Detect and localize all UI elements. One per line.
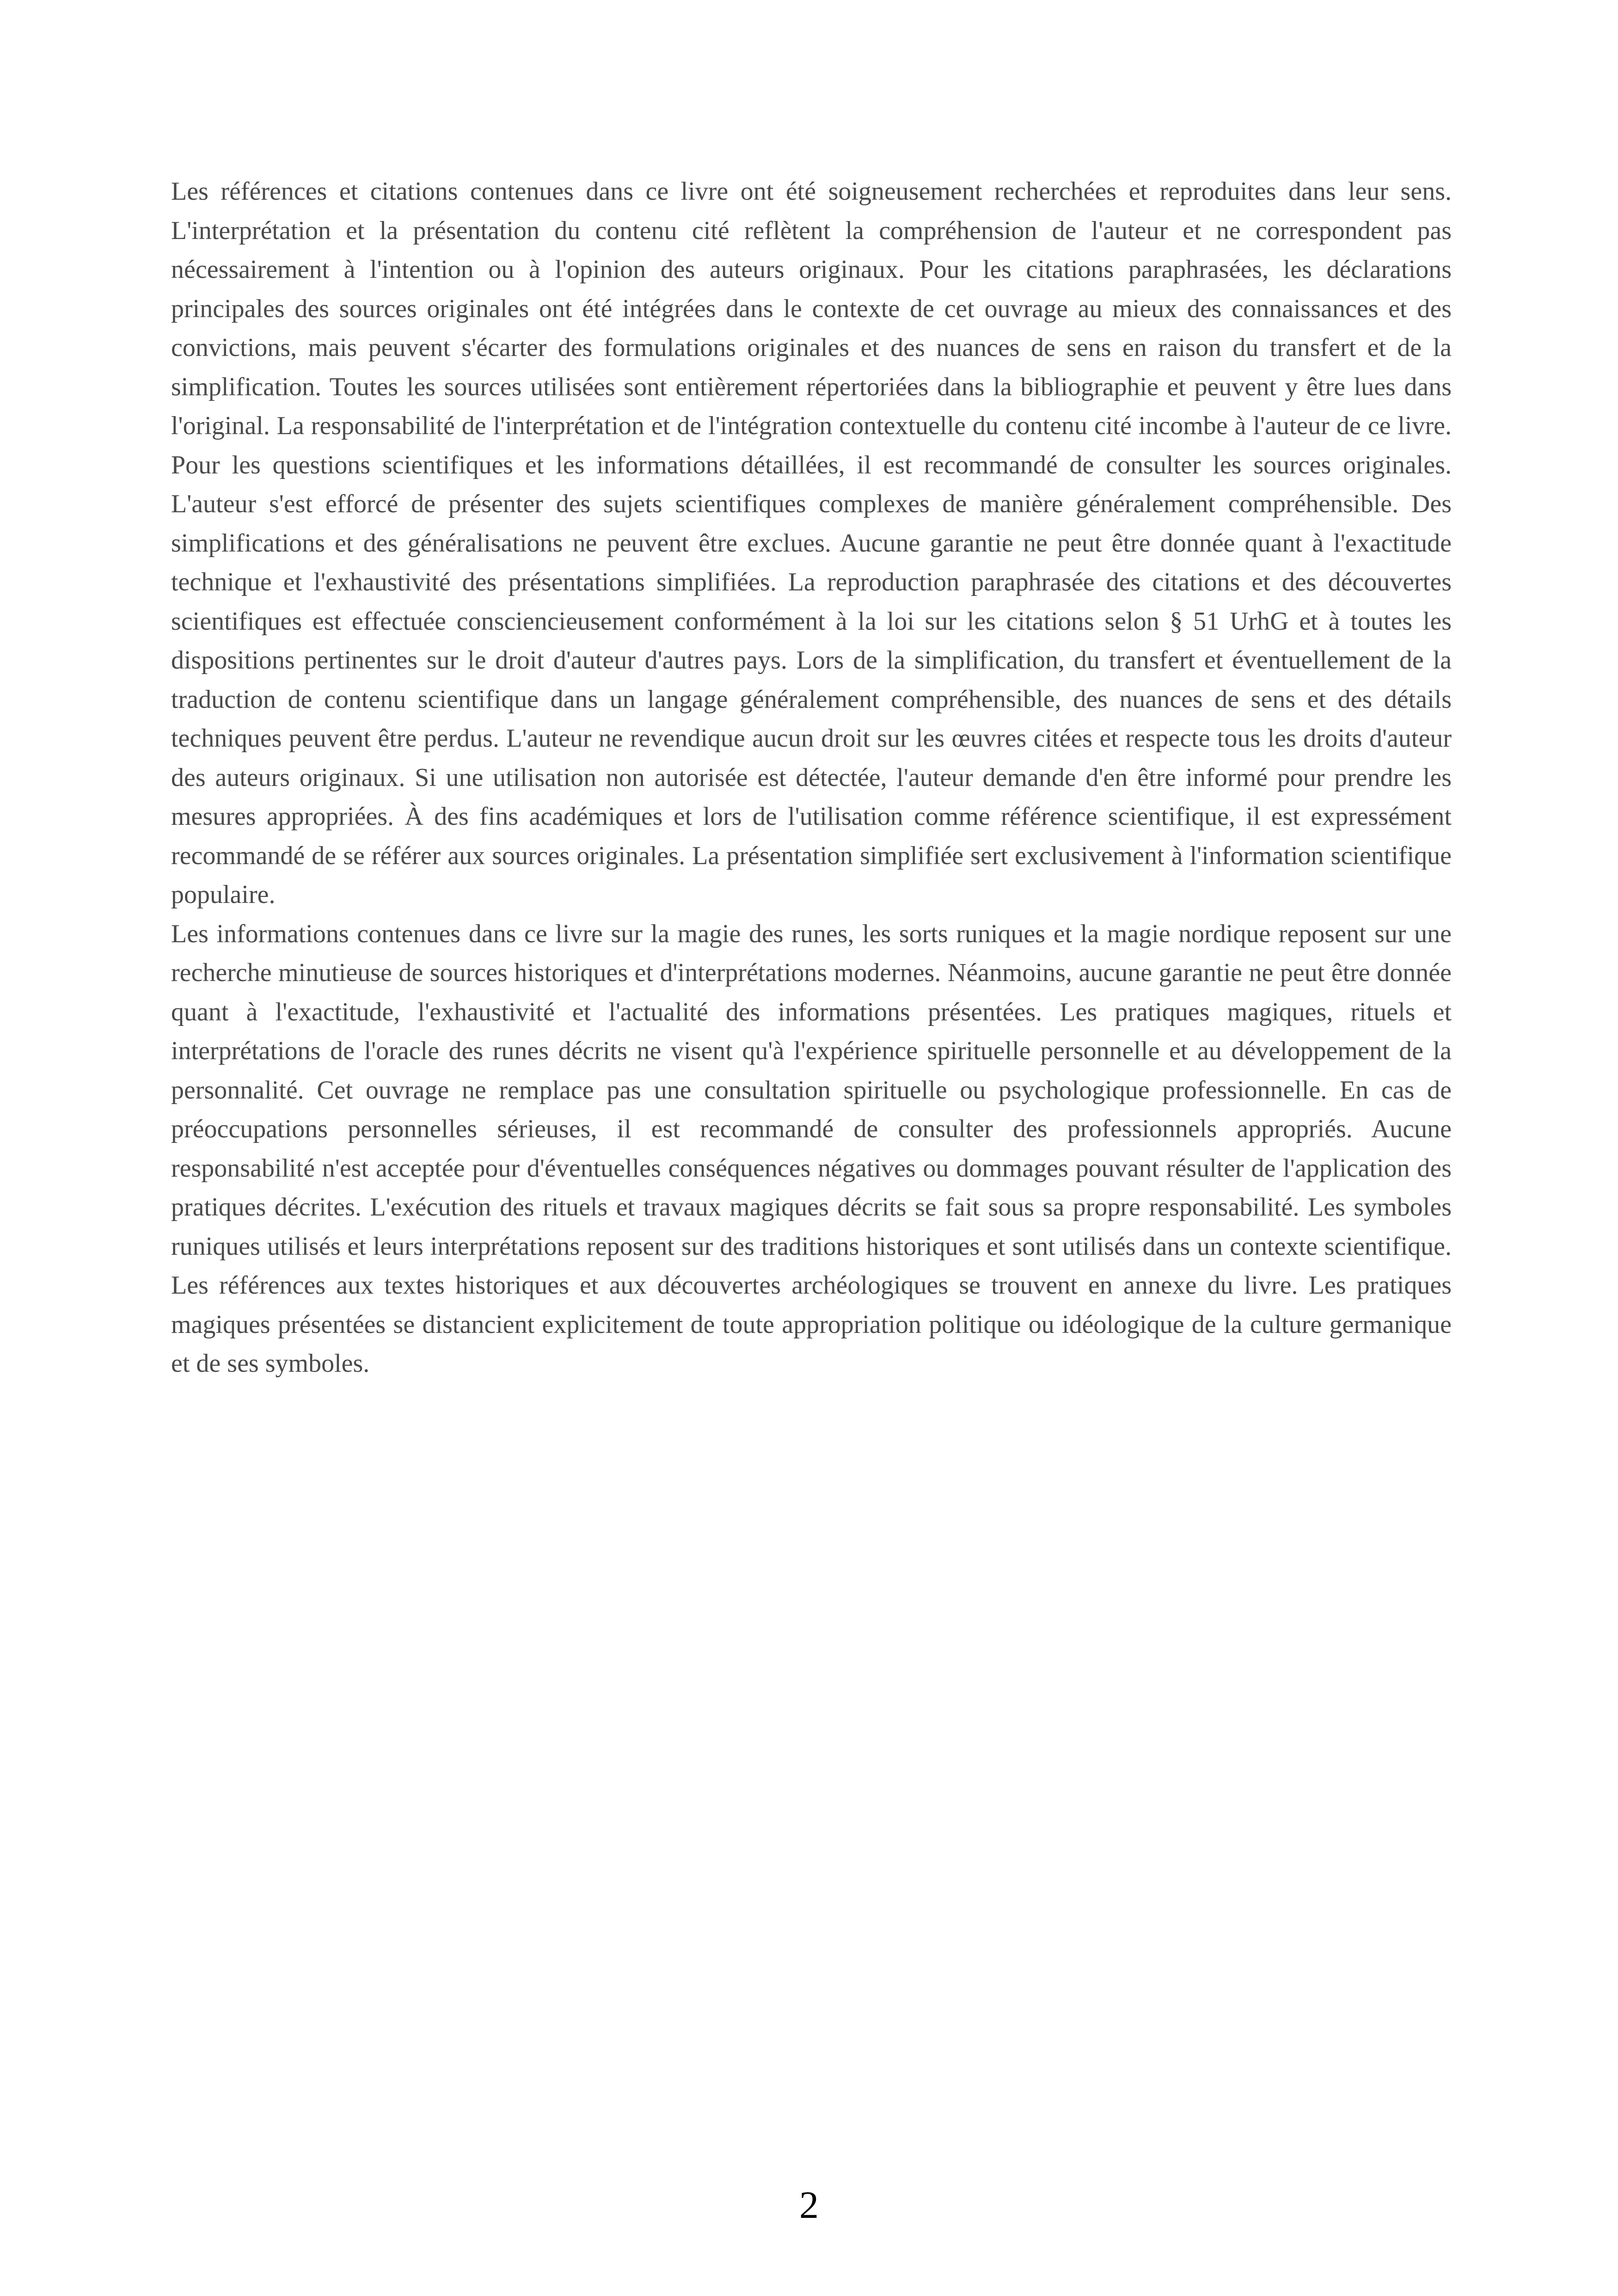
body-text — [171, 172, 1452, 1383]
disclaimer-paragraph-sources: Les références et citations contenues dans ce livre ont été soigneusement recherchées et reproduites dans leur sens. L'interprétation et la présentation du contenu cité reflètent la compréhension de l'auteur et ne correspondent pas nécessairement à l'intention ou à l'opinion des auteurs originaux. Pour les citations paraphrasées, les déclarations principales des sources originales ont été intégrées dans le contexte de cet ouvrage au mieux des connaissances et des convictions, mais peuvent s'écarter des formulations originales et des nuances de sens en raison du transfert et de la simplification. Toutes les sources utilisées sont entièrement répertoriées dans la bibliographie et peuvent y être lues dans l'original. La responsabilité de l'interprétation et de l'intégration contextuelle du contenu cité incombe à l'auteur de ce livre. Pour les questions scientifiques et les informations détaillées, il est recommandé de consulter les sources originales. L'auteur s'est efforcé de présenter des sujets scientifiques complexes de manière généralement compréhensible. Des simplifications et des généralisations ne peuvent être exclues. Aucune garantie ne peut être donnée quant à l'exactitude technique et l'exhaustivité des présentations simplifiées. La reproduction paraphrasée des citations et des découvertes scientifiques est effectuée consciencieusement conformément à la loi sur les citations selon § 51 UrhG et à toutes les dispositions pertinentes sur le droit d'auteur d'autres pays. Lors de la simplification, du transfert et éventuellement de la traduction de contenu scientifique dans un langage généralement compréhensible, des nuances de sens et des détails techniques peuvent être perdus. L'auteur ne revendique aucun droit sur les œuvres citées et respecte tous les droits d'auteur des auteurs originaux. Si une utilisation non autorisée est détectée, l'auteur demande d'en être informé pour prendre les mesures appropriées. À des fins académiques et lors de l'utilisation comme référence scientifique, il est expressément recommandé de se référer aux sources originales. La présentation simplifiée sert exclusivement à l'information scientifique populaire. — [171, 177, 1452, 909]
disclaimer-paragraph-rune-magic: Les informations contenues dans ce livre sur la magie des runes, les sorts runiques et la magie nordique reposent sur une recherche minutieuse de sources historiques et d'interprétations modernes. Néanmoins, aucune garantie ne peut être donnée quant à l'exactitude, l'exhaustivité et l'actualité des informations présentées. Les pratiques magiques, rituels et interprétations de l'oracle des runes décrits ne visent qu'à l'expérience spirituelle personnelle et au développement de la personnalité. Cet ouvrage ne remplace pas une consultation spirituelle ou psychologique professionnelle. En cas de préoccupations personnelles sérieuses, il est recommandé de consulter des professionnels appropriés. Aucune responsabilité n'est acceptée pour d'éventuelles conséquences négatives ou dommages pouvant résulter de l'application des pratiques décrites. L'exécution des rituels et travaux magiques décrits se fait sous sa propre responsabilité. Les symboles runiques utilisés et leurs interprétations reposent sur des traditions historiques et sont utilisés dans un contexte scientifique. Les références aux textes historiques et aux découvertes archéologiques se trouvent en annexe du livre. Les pratiques magiques présentées se distancient explicitement de toute appropriation politique ou idéologique de la culture germanique et de ses symboles. — [171, 919, 1452, 1378]
page-number: 2 — [799, 2184, 819, 2227]
